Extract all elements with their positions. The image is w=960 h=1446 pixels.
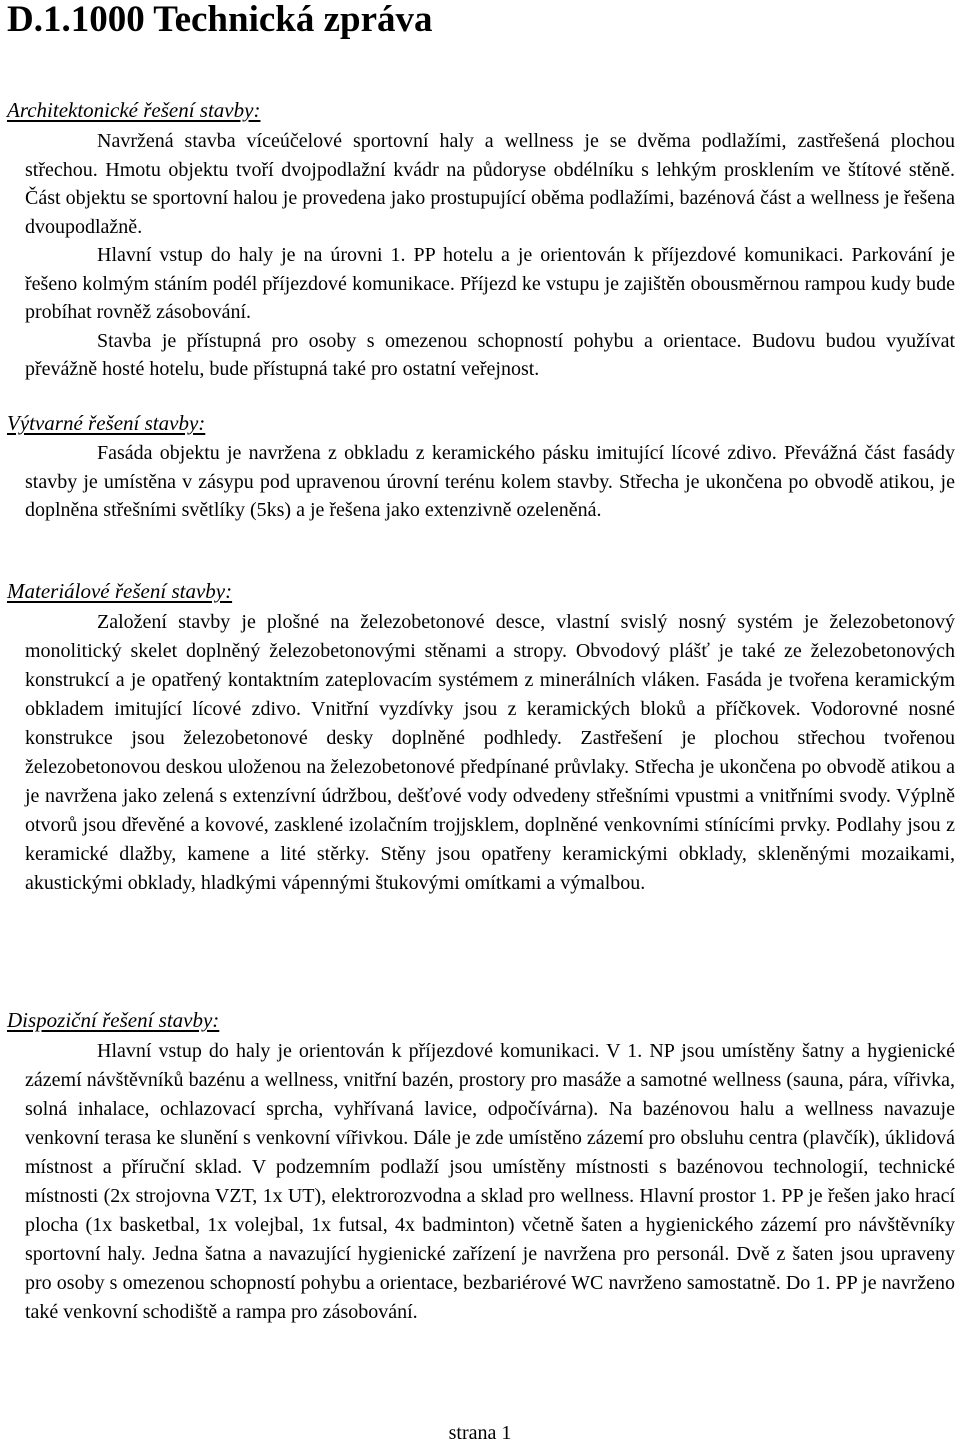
paragraph: Hlavní vstup do haly je na úrovni 1. PP hotelu a je orientován k příjezdové komunikaci. Parkování je řešeno kolmým stáním podél příjezdové komunikace. Příjezd ke vstupu je zajištěn obousměrnou rampou kudy bude probíhat rovněž zásobování. — [25, 244, 955, 323]
paragraph: Navržená stavba víceúčelové sportovní haly a wellness je se dvěma podlažími, zastřešená plochou střechou. Hmotu objektu tvoří dvojpodlažní kvádr na půdoryse obdélníku s lehkým prosklením ve štítové stěně. Část objektu se sportovní halou je provedena jako prostupující oběma podlažími, bazénová část a wellness je řešena dvoupodlažně. — [25, 130, 955, 238]
paragraph: Fasáda objektu je navržena z obkladu z keramického pásku imitující lícové zdivo. Převážná část fasády stavby je umístěna v zásypu pod upravenou úrovní terénu kolem stavby. Střecha je ukončena po obvodě atikou, je doplněna střešními světlíky (5ks) a je řešena jako extenzivně ozeleněná. — [25, 442, 955, 521]
section-materialove — [25, 608, 955, 898]
section-vytvarne — [25, 439, 955, 525]
section-dispozicni — [25, 1037, 955, 1327]
heading-architektonicke: Architektonické řešení stavby: — [7, 98, 261, 122]
page-number: strana 1 — [448, 1422, 512, 1444]
paragraph: Hlavní vstup do haly je orientován k příjezdové komunikaci. V 1. NP jsou umístěny šatny a hygienické zázemí návštěvníků bazénu a wellness, vnitřní bazén, prostory pro masáže a samotné wellness (sauna, pára, vířivka, solná inhalace, ochlazovací sprcha, vyhřívaná lavice, odpočívárna). Na bazénovou halu a wellness navazuje venkovní terasa ke slunění s venkovní vířivkou. Dále je zde umístěno zázemí pro obsluhu centra (plavčík), úklidová místnost a příruční sklad. V podzemním podlaží jsou umístěny místnosti s bazénovou technologií, technické místnosti (2x strojovna VZT, 1x UT), elektrorozvodna a sklad pro wellness. Hlavní prostor 1. PP je řešen jako hrací plocha (1x basketbal, 1x volejbal, 1x futsal, 4x badminton) včetně šaten a hygienického zázemí pro návštěvníky sportovní haly. Jedna šatna a navazující hygienické zařízení je navržena pro personál. Dvě z šaten jsou upraveny pro osoby s omezenou schopností pohybu a orientace, bezbariérové WC navrženo samostatně. Do 1. PP je navrženo také venkovní schodiště a rampa pro zásobování. — [25, 1040, 955, 1323]
section-architektonicke — [25, 127, 955, 384]
heading-materialove: Materiálové řešení stavby: — [7, 579, 233, 603]
paragraph: Založení stavby je plošné na železobetonové desce, vlastní svislý nosný systém je železobetonový monolitický skelet doplněný železobetonovými stěnami a stropy. Obvodový plášť je také ze železobetonových konstrukcí a je opatřený kontaktním zateplovacím systémem z minerálních vláken. Fasáda je tvořena keramickým obkladem imitující lícové zdivo. Vnitřní vyzdívky jsou z keramických bloků a příčkovek. Vodorovné nosné konstrukce jsou železobetonové desky doplněné podhledy. Zastřešení je plochou střechou tvořenou železobetonovou deskou uloženou na železobetonové předpínané průvlaky. Střecha je ukončena po obvodě atikou a je navržena jako zelená s extenzívní údržbou, dešťové vody odvedeny střešními vpustmi a vnitřními svody. Výplně otvorů jsou dřevěné a kovové, zasklené izolačním trojjsklem, doplněné venkovními stínícími prvky. Podlahy jsou z keramické dlažby, kamene a lité stěrky. Stěny jsou opatřeny keramickými obklady, skleněnými mozaikami, akustickými obklady, hladkými vápennými štukovými omítkami a výmalbou. — [25, 611, 955, 894]
document-title: D.1.1000 Technická zpráva — [7, 0, 433, 40]
heading-vytvarne: Výtvarné řešení stavby: — [7, 411, 206, 435]
paragraph: Stavba je přístupná pro osoby s omezenou schopností pohybu a orientace. Budovu budou využívat převážně hosté hotelu, bude přístupná také pro ostatní veřejnost. — [25, 329, 955, 380]
heading-dispozicni: Dispoziční řešení stavby: — [7, 1008, 220, 1032]
